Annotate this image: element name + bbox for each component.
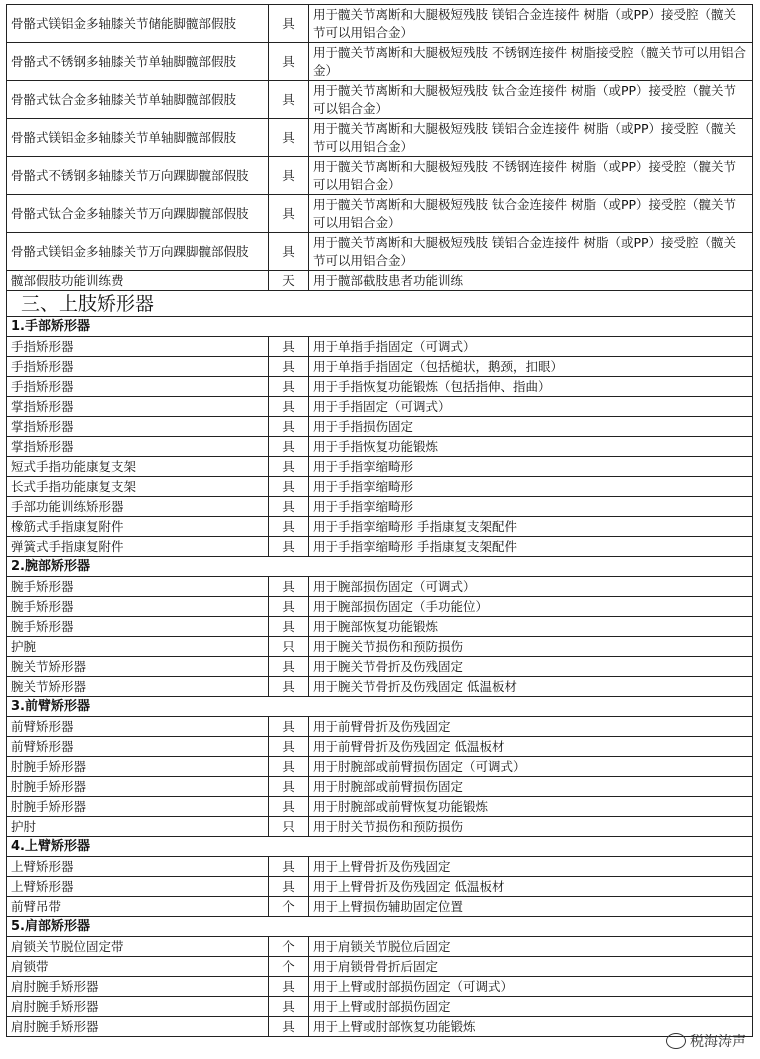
table-row — [7, 797, 753, 817]
category-title: 2.腕部矫形器 — [7, 557, 753, 577]
table-row — [7, 195, 753, 233]
item-name-cell: 骨骼式不锈钢多轴膝关节单轴脚髋部假肢 — [7, 43, 269, 81]
description-cell: 用于手指挛缩畸形 手指康复支架配件 — [309, 537, 753, 557]
item-name-cell: 骨骼式钛合金多轴膝关节万向踝脚髋部假肢 — [7, 195, 269, 233]
table-row — [7, 377, 753, 397]
item-name-cell: 肩锁关节脱位固定带 — [7, 937, 269, 957]
description-cell: 用于肘腕部或前臂损伤固定 — [309, 777, 753, 797]
price-table — [6, 4, 753, 1037]
description-cell: 用于手指挛缩畸形 — [309, 457, 753, 477]
table-row — [7, 517, 753, 537]
description-cell: 用于手指恢复功能锻炼 — [309, 437, 753, 457]
table-row — [7, 337, 753, 357]
item-name-cell: 腕关节矫形器 — [7, 677, 269, 697]
description-cell: 用于腕关节骨折及伤残固定 低温板材 — [309, 677, 753, 697]
item-name-cell: 橡筋式手指康复附件 — [7, 517, 269, 537]
item-name-cell: 前臂吊带 — [7, 897, 269, 917]
item-name-cell: 腕手矫形器 — [7, 597, 269, 617]
table-row — [7, 857, 753, 877]
category-row — [7, 697, 753, 717]
item-name-cell: 肩肘腕手矫形器 — [7, 977, 269, 997]
item-name-cell: 肩锁带 — [7, 957, 269, 977]
item-name-cell: 掌指矫形器 — [7, 397, 269, 417]
table-row — [7, 271, 753, 291]
table-row — [7, 233, 753, 271]
unit-cell: 具 — [269, 195, 309, 233]
table-row — [7, 81, 753, 119]
item-name-cell: 肘腕手矫形器 — [7, 777, 269, 797]
item-name-cell: 长式手指功能康复支架 — [7, 477, 269, 497]
unit-cell: 个 — [269, 897, 309, 917]
item-name-cell: 前臂矫形器 — [7, 717, 269, 737]
item-name-cell: 骨骼式镁铝金多轴膝关节万向踝脚髋部假肢 — [7, 233, 269, 271]
description-cell: 用于腕部损伤固定（手功能位） — [309, 597, 753, 617]
category-title: 3.前臂矫形器 — [7, 697, 753, 717]
category-row — [7, 917, 753, 937]
table-row — [7, 817, 753, 837]
unit-cell: 具 — [269, 537, 309, 557]
unit-cell: 具 — [269, 617, 309, 637]
description-cell: 用于上臂损伤辅助固定位置 — [309, 897, 753, 917]
description-cell: 用于上臂或肘部恢复功能锻炼 — [309, 1017, 753, 1037]
table-row — [7, 737, 753, 757]
item-name-cell: 手指矫形器 — [7, 357, 269, 377]
item-name-cell: 腕手矫形器 — [7, 577, 269, 597]
item-name-cell: 骨骼式不锈钢多轴膝关节万向踝脚髋部假肢 — [7, 157, 269, 195]
unit-cell: 具 — [269, 397, 309, 417]
item-name-cell: 肘腕手矫形器 — [7, 757, 269, 777]
unit-cell: 具 — [269, 157, 309, 195]
item-name-cell: 掌指矫形器 — [7, 437, 269, 457]
description-cell: 用于肘关节损伤和预防损伤 — [309, 817, 753, 837]
unit-cell: 具 — [269, 1017, 309, 1037]
item-name-cell: 肘腕手矫形器 — [7, 797, 269, 817]
description-cell: 用于髋关节离断和大腿极短残肢 镁铝合金连接件 树脂（或PP）接受腔（髋关节可以用铝合金） — [309, 5, 753, 43]
unit-cell: 具 — [269, 577, 309, 597]
item-name-cell: 腕关节矫形器 — [7, 657, 269, 677]
unit-cell: 具 — [269, 677, 309, 697]
table-row — [7, 617, 753, 637]
item-name-cell: 骨骼式镁铝金多轴膝关节储能脚髋部假肢 — [7, 5, 269, 43]
table-row — [7, 897, 753, 917]
category-row — [7, 837, 753, 857]
item-name-cell: 肩肘腕手矫形器 — [7, 1017, 269, 1037]
category-title: 5.肩部矫形器 — [7, 917, 753, 937]
description-cell: 用于髋关节离断和大腿极短残肢 镁铝合金连接件 树脂（或PP）接受腔（髋关节可以用铝合金） — [309, 119, 753, 157]
description-cell: 用于手指挛缩畸形 — [309, 497, 753, 517]
description-cell: 用于手指恢复功能锻炼（包括指伸、指曲） — [309, 377, 753, 397]
category-title: 4.上臂矫形器 — [7, 837, 753, 857]
item-name-cell: 骨骼式钛合金多轴膝关节单轴脚髋部假肢 — [7, 81, 269, 119]
unit-cell: 天 — [269, 271, 309, 291]
item-name-cell: 手指矫形器 — [7, 337, 269, 357]
table-row — [7, 777, 753, 797]
description-cell: 用于手指损伤固定 — [309, 417, 753, 437]
item-name-cell: 护肘 — [7, 817, 269, 837]
description-cell: 用于单指手指固定（可调式） — [309, 337, 753, 357]
description-cell: 用于上臂骨折及伤残固定 — [309, 857, 753, 877]
unit-cell: 具 — [269, 597, 309, 617]
unit-cell: 具 — [269, 737, 309, 757]
item-name-cell: 护腕 — [7, 637, 269, 657]
table-row — [7, 957, 753, 977]
description-cell: 用于前臂骨折及伤残固定 — [309, 717, 753, 737]
watermark-text: 税海涛声 — [690, 1034, 746, 1050]
description-cell: 用于腕关节损伤和预防损伤 — [309, 637, 753, 657]
unit-cell: 具 — [269, 717, 309, 737]
watermark — [666, 1031, 746, 1051]
unit-cell: 具 — [269, 437, 309, 457]
description-cell: 用于腕关节骨折及伤残固定 — [309, 657, 753, 677]
unit-cell: 具 — [269, 477, 309, 497]
unit-cell: 个 — [269, 937, 309, 957]
wechat-icon — [666, 1033, 686, 1049]
unit-cell: 具 — [269, 457, 309, 477]
table-row — [7, 637, 753, 657]
description-cell: 用于髋部截肢患者功能训练 — [309, 271, 753, 291]
description-cell: 用于上臂或肘部损伤固定 — [309, 997, 753, 1017]
table-row — [7, 677, 753, 697]
table-row — [7, 937, 753, 957]
section-title: 三、上肢矫形器 — [7, 291, 753, 317]
table-row — [7, 397, 753, 417]
unit-cell: 具 — [269, 417, 309, 437]
unit-cell: 具 — [269, 119, 309, 157]
table-row — [7, 477, 753, 497]
unit-cell: 具 — [269, 377, 309, 397]
table-row — [7, 1017, 753, 1037]
description-cell: 用于手指挛缩畸形 手指康复支架配件 — [309, 517, 753, 537]
table-row — [7, 43, 753, 81]
description-cell: 用于肩锁关节脱位后固定 — [309, 937, 753, 957]
section-title-row — [7, 291, 753, 317]
unit-cell: 具 — [269, 81, 309, 119]
table-row — [7, 119, 753, 157]
table-row — [7, 877, 753, 897]
item-name-cell: 弹簧式手指康复附件 — [7, 537, 269, 557]
table-row — [7, 457, 753, 477]
item-name-cell: 手指矫形器 — [7, 377, 269, 397]
description-cell: 用于髋关节离断和大腿极短残肢 不锈钢连接件 树脂（或PP）接受腔（髋关节可以用铝合金） — [309, 157, 753, 195]
unit-cell: 具 — [269, 797, 309, 817]
description-cell: 用于腕部恢复功能锻炼 — [309, 617, 753, 637]
unit-cell: 个 — [269, 957, 309, 977]
unit-cell: 只 — [269, 817, 309, 837]
description-cell: 用于肩锁骨骨折后固定 — [309, 957, 753, 977]
table-row — [7, 5, 753, 43]
item-name-cell: 骨骼式镁铝金多轴膝关节单轴脚髋部假肢 — [7, 119, 269, 157]
table-row — [7, 497, 753, 517]
table-row — [7, 537, 753, 557]
unit-cell: 具 — [269, 757, 309, 777]
description-cell: 用于单指手指固定（包括槌状，鹅颈，扣眼） — [309, 357, 753, 377]
item-name-cell: 上臂矫形器 — [7, 877, 269, 897]
table-row — [7, 437, 753, 457]
category-row — [7, 557, 753, 577]
unit-cell: 具 — [269, 997, 309, 1017]
table-row — [7, 977, 753, 997]
table-row — [7, 357, 753, 377]
unit-cell: 具 — [269, 233, 309, 271]
table-row — [7, 577, 753, 597]
description-cell: 用于肘腕部或前臂恢复功能锻炼 — [309, 797, 753, 817]
description-cell: 用于髋关节离断和大腿极短残肢 钛合金连接件 树脂（或PP）接受腔（髋关节可以铝合金） — [309, 81, 753, 119]
category-title: 1.手部矫形器 — [7, 317, 753, 337]
category-row — [7, 317, 753, 337]
item-name-cell: 掌指矫形器 — [7, 417, 269, 437]
item-name-cell: 手部功能训练矫形器 — [7, 497, 269, 517]
description-cell: 用于髋关节离断和大腿极短残肢 不锈钢连接件 树脂接受腔（髋关节可以用铝合金） — [309, 43, 753, 81]
table-row — [7, 997, 753, 1017]
unit-cell: 具 — [269, 357, 309, 377]
table-row — [7, 657, 753, 677]
description-cell: 用于前臂骨折及伤残固定 低温板材 — [309, 737, 753, 757]
item-name-cell: 肩肘腕手矫形器 — [7, 997, 269, 1017]
unit-cell: 具 — [269, 657, 309, 677]
description-cell: 用于髋关节离断和大腿极短残肢 钛合金连接件 树脂（或PP）接受腔（髋关节可以用铝合金） — [309, 195, 753, 233]
unit-cell: 只 — [269, 637, 309, 657]
item-name-cell: 上臂矫形器 — [7, 857, 269, 877]
description-cell: 用于肘腕部或前臂损伤固定（可调式） — [309, 757, 753, 777]
unit-cell: 具 — [269, 777, 309, 797]
description-cell: 用于上臂骨折及伤残固定 低温板材 — [309, 877, 753, 897]
unit-cell: 具 — [269, 337, 309, 357]
description-cell: 用于腕部损伤固定（可调式） — [309, 577, 753, 597]
description-cell: 用于手指挛缩畸形 — [309, 477, 753, 497]
description-cell: 用于髋关节离断和大腿极短残肢 镁铝合金连接件 树脂（或PP）接受腔（髋关节可以用铝合金） — [309, 233, 753, 271]
item-name-cell: 前臂矫形器 — [7, 737, 269, 757]
unit-cell: 具 — [269, 5, 309, 43]
table-row — [7, 157, 753, 195]
table-row — [7, 717, 753, 737]
item-name-cell: 腕手矫形器 — [7, 617, 269, 637]
description-cell: 用于手指固定（可调式） — [309, 397, 753, 417]
unit-cell: 具 — [269, 877, 309, 897]
unit-cell: 具 — [269, 43, 309, 81]
table-row — [7, 597, 753, 617]
item-name-cell: 短式手指功能康复支架 — [7, 457, 269, 477]
description-cell: 用于上臂或肘部损伤固定（可调式） — [309, 977, 753, 997]
unit-cell: 具 — [269, 497, 309, 517]
unit-cell: 具 — [269, 517, 309, 537]
table-row — [7, 417, 753, 437]
unit-cell: 具 — [269, 857, 309, 877]
price-table-body — [7, 5, 753, 1037]
item-name-cell: 髋部假肢功能训练费 — [7, 271, 269, 291]
table-row — [7, 757, 753, 777]
unit-cell: 具 — [269, 977, 309, 997]
